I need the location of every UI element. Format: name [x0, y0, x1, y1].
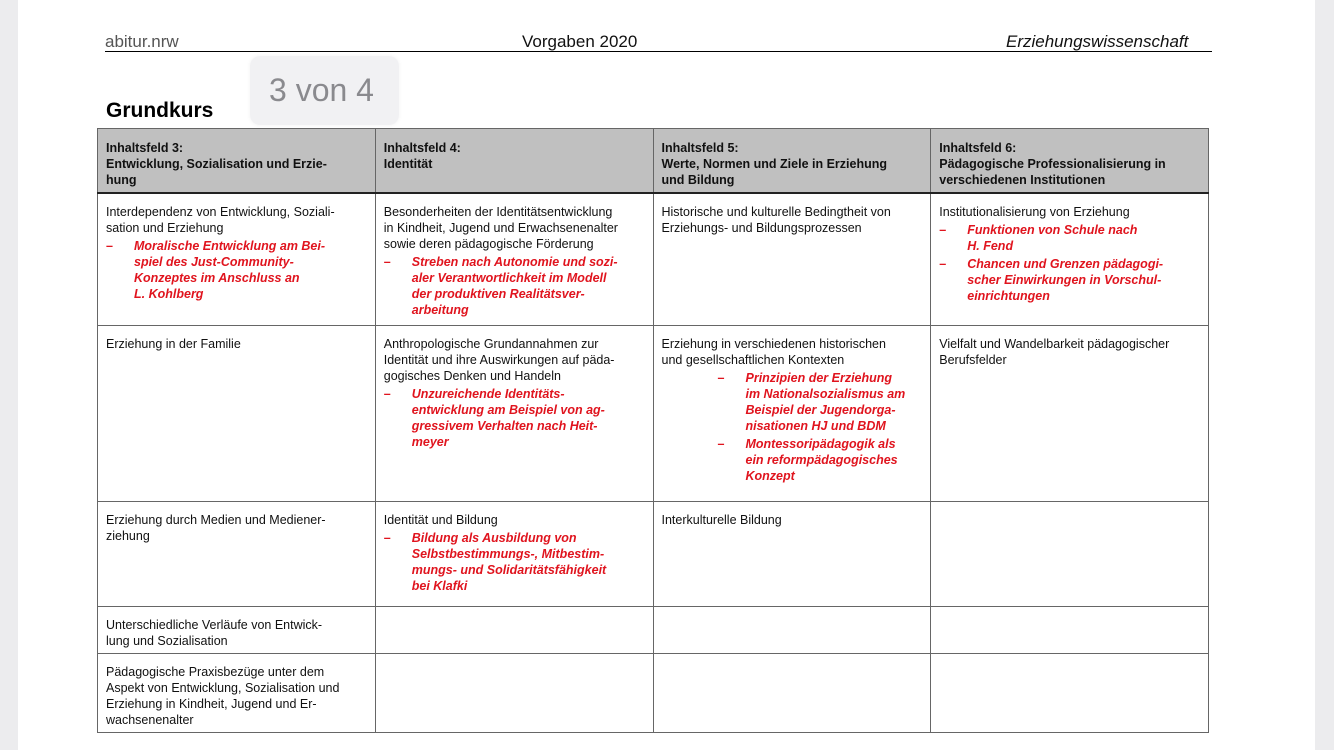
header-right: Erziehungswissenschaft: [1006, 32, 1189, 51]
cell-text: Erziehung durch Medien und Mediener- ziehung: [106, 512, 326, 543]
table-cell: [653, 606, 931, 653]
table-cell: [931, 193, 1209, 325]
red-list-item: [106, 238, 367, 302]
list-item-text: Chancen und Grenzen pädagogi- scher Einwirkungen in Vorschul- einrichtungen: [967, 257, 1164, 303]
list-item-text: Unzureichende Identitäts- entwicklung am Beispiel von ag- gressivem Verhalten nach Heit- meyer: [411, 386, 605, 449]
table-cell: [653, 193, 931, 325]
list-item-text: Streben nach Autonomie und sozi- aler Verantwortlichkeit im Modell der produktiven Realitätsver- arbeitung: [411, 255, 618, 317]
header-left: abitur.nrw: [105, 32, 179, 51]
cell-text: Besonderheiten der Identitätsentwicklung in Kindheit, Jugend und Erwachsenenalter sowie deren pädagogische Förderung: [383, 205, 618, 251]
column-header: Inhaltsfeld 5: Werte, Normen und Ziele in Erziehung und Bildung: [653, 129, 931, 194]
table-row: [98, 501, 1209, 606]
list-item-text: Bildung als Ausbildung von Selbstbestimmungs-, Mitbestim- mungs- und Solidaritätsfähigkeit bei Klafki: [411, 530, 607, 593]
column-header: Inhaltsfeld 4: Identität: [375, 129, 653, 194]
table-cell: [375, 325, 653, 501]
table-cell: [98, 325, 376, 501]
column-header: Inhaltsfeld 6: Pädagogische Professionalisierung in verschiedenen Institutionen: [931, 129, 1209, 194]
table-row: [98, 653, 1209, 732]
cell-text: Interdependenz von Entwicklung, Soziali- sation und Erziehung: [106, 205, 335, 235]
red-list-item: [662, 436, 923, 484]
cell-text: Interkulturelle Bildung: [661, 512, 782, 527]
table-cell: [98, 653, 376, 732]
table-cell: [931, 501, 1209, 606]
table-cell: [653, 325, 931, 501]
dash-bullet-icon: –: [717, 370, 725, 385]
table-cell: [375, 653, 653, 732]
cell-text: Pädagogische Praxisbezüge unter dem Aspekt von Entwicklung, Sozialisation und Erziehung in Kindheit, Jugend und Er- wachsenenalter: [106, 664, 340, 727]
page-indicator: 3 von 4: [250, 56, 399, 125]
list-item-text: Moralische Entwicklung am Bei- spiel des Just-Community- Konzeptes im Anschluss an L. Kohlberg: [134, 239, 326, 301]
dash-bullet-icon: –: [939, 257, 947, 271]
table-cell: [375, 606, 653, 653]
dash-bullet-icon: –: [383, 530, 391, 545]
red-list-item: [939, 222, 1200, 254]
dash-bullet-icon: –: [383, 255, 391, 269]
table-cell: [375, 193, 653, 325]
table-row: [98, 606, 1209, 653]
red-list-item: [384, 530, 645, 594]
cell-text: Unterschiedliche Verläufe von Entwick- lung und Sozialisation: [106, 617, 323, 648]
table-cell: [98, 606, 376, 653]
cell-text: Erziehung in der Familie: [106, 336, 241, 351]
table-header-row: [98, 129, 1209, 194]
list-item-text: Montessoripädagogik als ein reformpädagogisches Konzept: [745, 436, 898, 483]
page-title: Grundkurs: [106, 99, 214, 122]
column-header: Inhaltsfeld 3: Entwicklung, Sozialisation und Erzie- hung: [98, 129, 376, 194]
table-cell: [98, 501, 376, 606]
header-center: Vorgaben 2020: [522, 32, 638, 51]
cell-text: Anthropologische Grundannahmen zur Identität und ihre Auswirkungen auf päda- gogisches Denken und Handeln: [383, 336, 615, 383]
dash-bullet-icon: –: [106, 239, 113, 253]
table-cell: [931, 653, 1209, 732]
table-cell: [931, 606, 1209, 653]
header-rule: [105, 51, 1212, 52]
red-list-item: [384, 386, 645, 450]
table-cell: [375, 501, 653, 606]
content-table: [97, 128, 1209, 733]
table-cell: [98, 193, 376, 325]
table-cell: [653, 501, 931, 606]
table-row: [98, 325, 1209, 501]
list-item-text: Funktionen von Schule nach H. Fend: [967, 223, 1138, 253]
dash-bullet-icon: –: [939, 223, 947, 237]
cell-text: Erziehung in verschiedenen historischen und gesellschaftlichen Kontexten: [661, 336, 886, 367]
red-list-item: [939, 256, 1200, 304]
cell-text: Institutionalisierung von Erziehung: [939, 205, 1130, 219]
table-row: [98, 193, 1209, 325]
table-cell: [931, 325, 1209, 501]
red-list-item: [662, 370, 923, 434]
dash-bullet-icon: –: [717, 436, 725, 451]
dash-bullet-icon: –: [383, 386, 391, 401]
list-item-text: Prinzipien der Erziehung im Nationalsozialismus am Beispiel der Jugendorga- nisationen HJ und BDM: [745, 370, 906, 433]
red-list-item: [384, 254, 645, 318]
cell-text: Identität und Bildung: [383, 512, 498, 527]
table-cell: [653, 653, 931, 732]
cell-text: Historische und kulturelle Bedingtheit von Erziehungs- und Bildungsprozessen: [661, 205, 891, 235]
cell-text: Vielfalt und Wandelbarkeit pädagogischer Berufsfelder: [939, 336, 1170, 367]
